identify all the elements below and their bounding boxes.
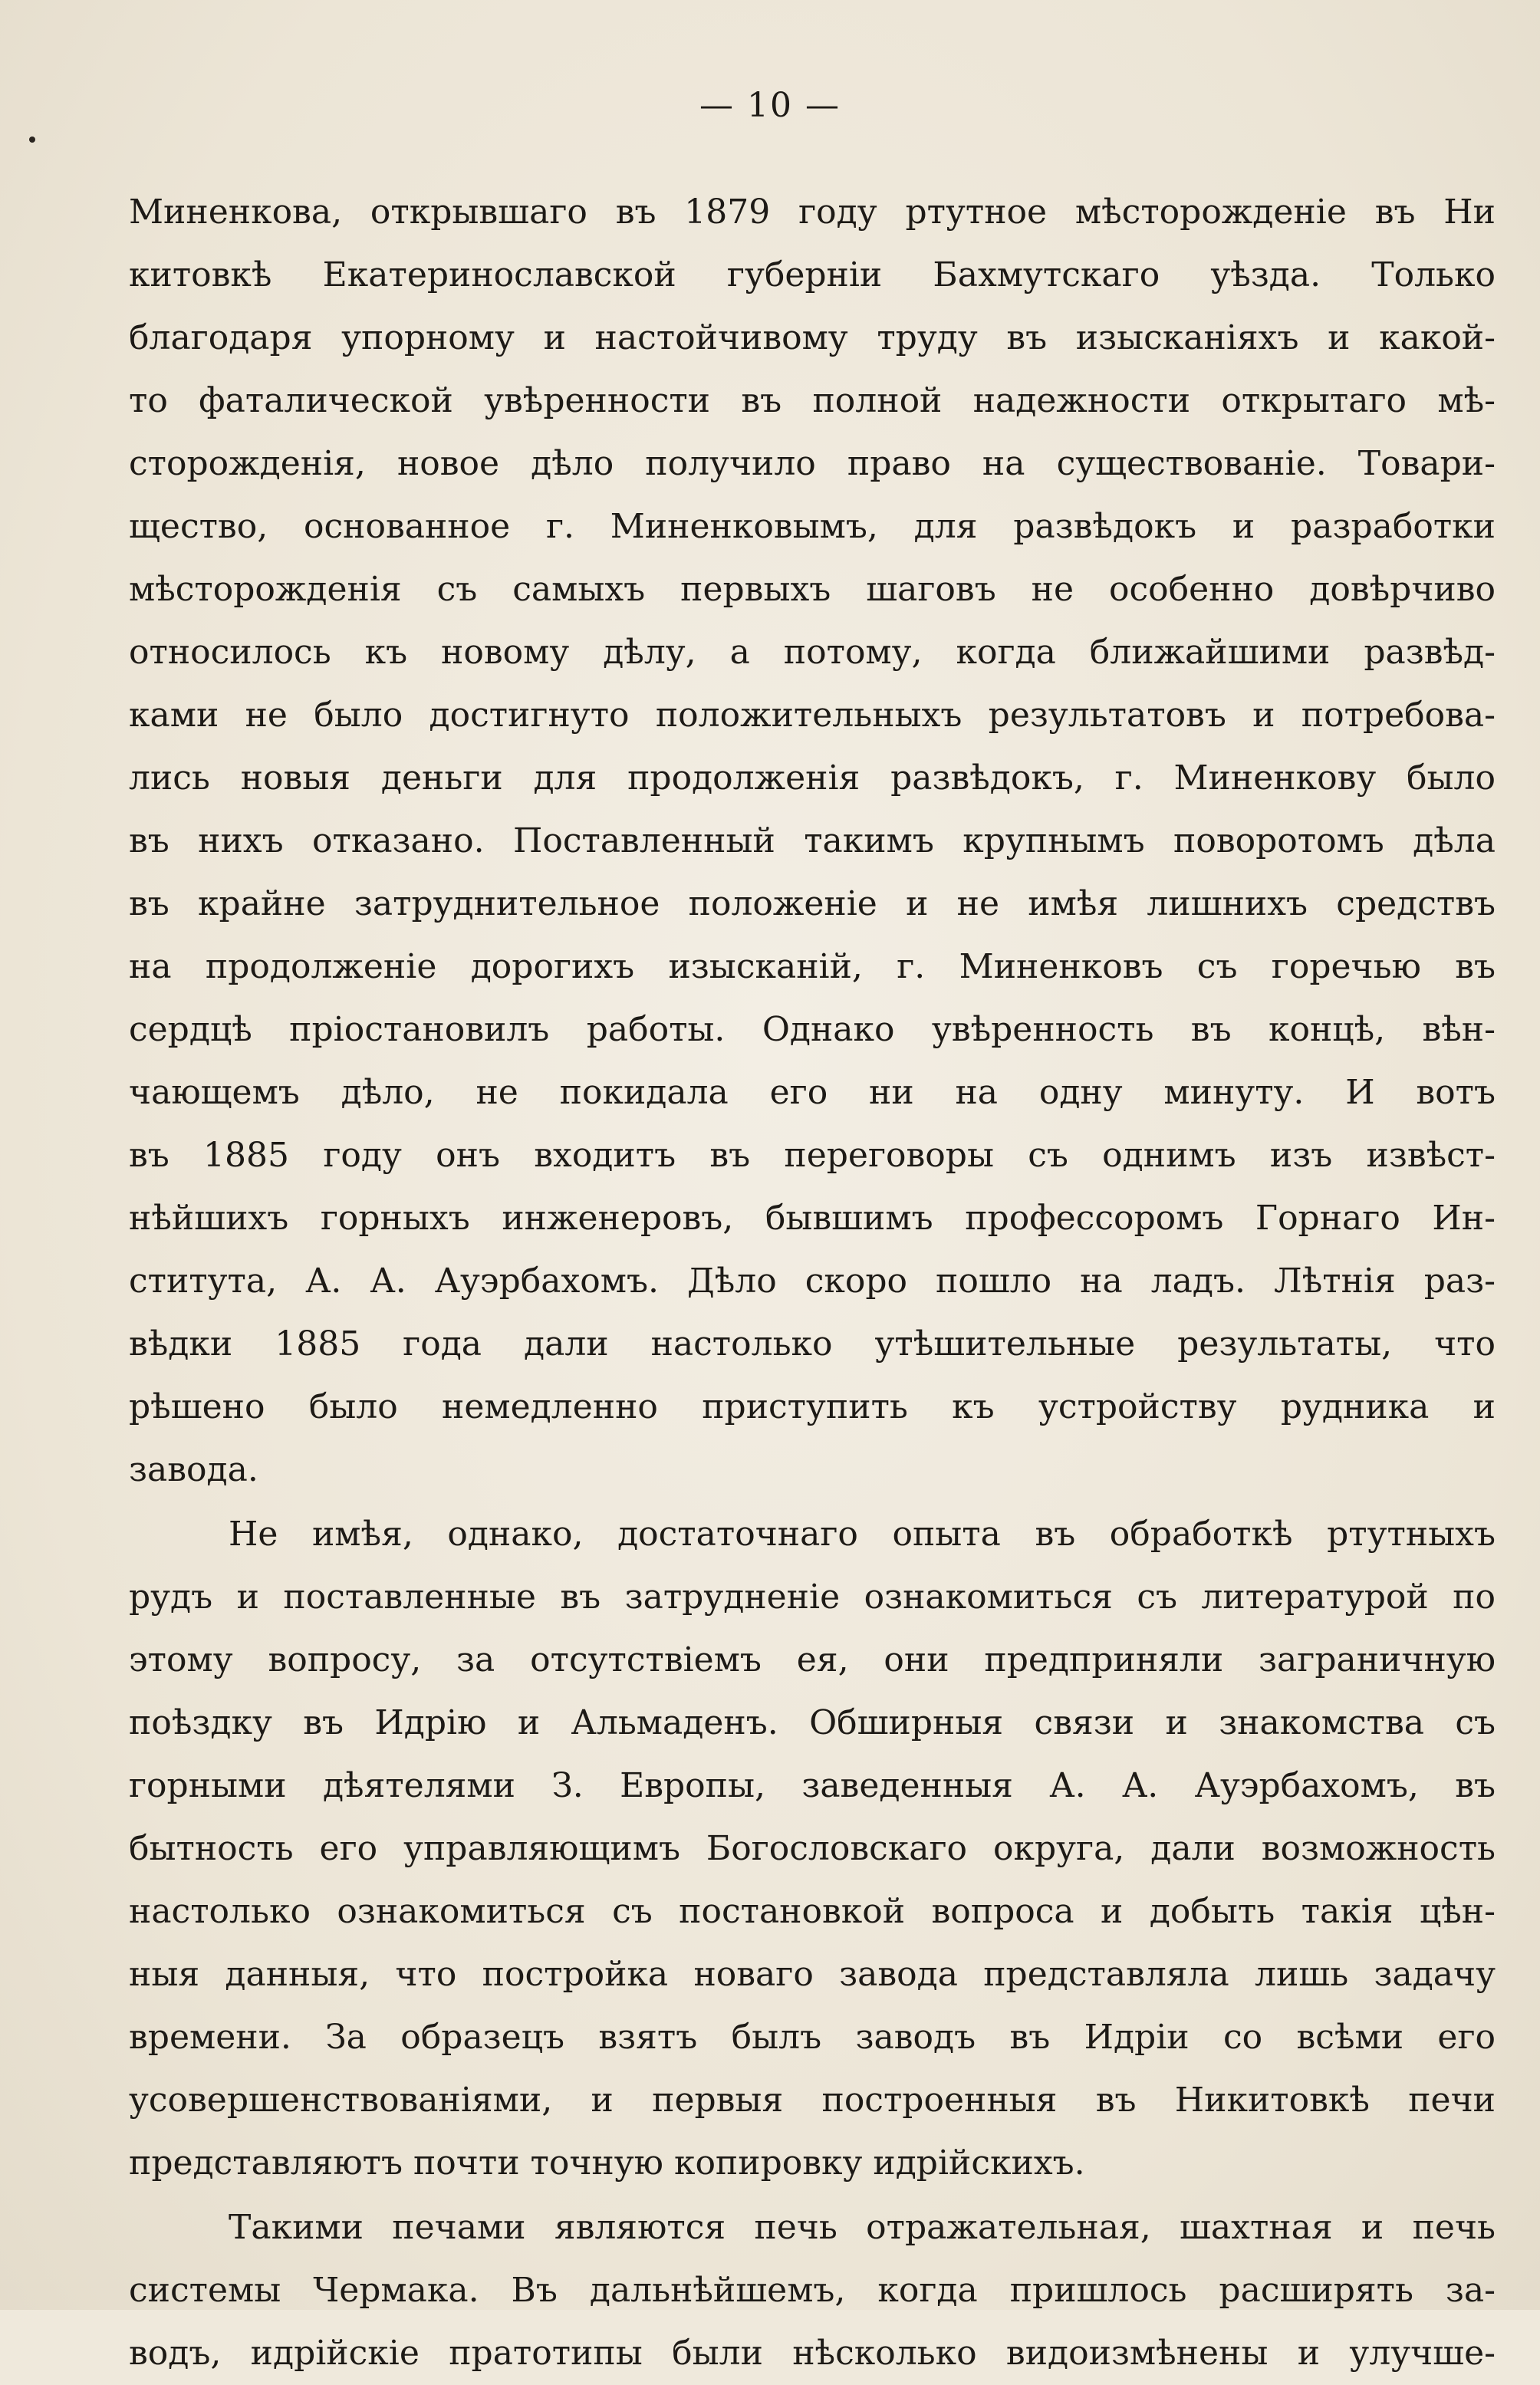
text-line: представляютъ почти точную копировку идрійскихъ. xyxy=(129,2143,1085,2183)
text-line: въ крайне затруднительное положеніе и не имѣя лишнихъ средствъ xyxy=(129,884,1496,923)
body-text xyxy=(129,181,1496,2385)
text-line: вѣдки 1885 года дали настолько утѣшительные результаты, что xyxy=(129,1324,1496,1364)
text-line: ныя данныя, что постройка новаго завода представляла лишь задачу xyxy=(129,1955,1496,1994)
text-line: поѣздку въ Идрію и Альмаденъ. Обширныя связи и знакомства съ xyxy=(129,1703,1496,1742)
paragraph-2 xyxy=(129,1503,1496,2195)
text-line: горными дѣятелями З. Европы, заведенныя А. А. Ауэрбахомъ, въ xyxy=(129,1766,1496,1805)
paper-speck xyxy=(29,137,35,143)
text-line: Миненкова, открывшаго въ 1879 году ртутное мѣсторожденіе въ Ни xyxy=(129,192,1496,232)
text-line: ститута, А. А. Ауэрбахомъ. Дѣло скоро пошло на ладъ. Лѣтнія раз- xyxy=(129,1262,1496,1301)
text-line: то фаталической увѣренности въ полной надежности открытаго мѣ- xyxy=(129,381,1496,420)
text-line: китовкѣ Екатеринославской губерніи Бахмутскаго уѣзда. Только xyxy=(129,255,1496,294)
text-line: ками не было достигнуто положительныхъ результатовъ и потребова- xyxy=(129,696,1496,735)
text-line: водъ, идрійскіе пратотипы были нѣсколько видоизмѣнены и улучше- xyxy=(129,2334,1496,2373)
text-line: этому вопросу, за отсутствіемъ ея, они предприняли заграничную xyxy=(129,1640,1496,1679)
text-line: Не имѣя, однако, достаточнаго опыта въ обработкѣ ртутныхъ xyxy=(229,1515,1496,1554)
text-line: времени. За образецъ взятъ былъ заводъ въ Идріи со всѣми его xyxy=(129,2018,1496,2057)
text-line: сторожденія, новое дѣло получило право на существованіе. Товари- xyxy=(129,444,1496,483)
text-line: рудъ и поставленные въ затрудненіе ознакомиться съ литературой по xyxy=(129,1577,1496,1617)
text-line: системы Чермака. Въ дальнѣйшемъ, когда пришлось расширять за- xyxy=(129,2271,1496,2310)
text-line: мѣсторожденія съ самыхъ первыхъ шаговъ не особенно довѣрчиво xyxy=(129,570,1496,609)
text-line: настолько ознакомиться съ постановкой вопроса и добыть такія цѣн- xyxy=(129,1892,1496,1931)
text-line: Такими печами являются печь отражательная, шахтная и печь xyxy=(229,2208,1496,2247)
paragraph-3 xyxy=(129,2196,1496,2385)
page-number: — 10 — xyxy=(699,86,841,125)
text-line: въ нихъ отказано. Поставленный такимъ крупнымъ поворотомъ дѣла xyxy=(129,821,1496,860)
text-line: въ 1885 году онъ входитъ въ переговоры съ однимъ изъ извѣст- xyxy=(129,1136,1496,1175)
text-line: бытность его управляющимъ Богословскаго округа, дали возможность xyxy=(129,1829,1496,1868)
text-line: завода. xyxy=(129,1450,258,1489)
text-line: на продолженіе дорогихъ изысканій, г. Миненковъ съ горечью въ xyxy=(129,947,1496,986)
text-line: щество, основанное г. Миненковымъ, для развѣдокъ и разработки xyxy=(129,507,1496,546)
paragraph-1 xyxy=(129,181,1496,1502)
text-line: благодаря упорному и настойчивому труду въ изысканіяхъ и какой- xyxy=(129,318,1496,357)
text-line: относилось къ новому дѣлу, а потому, когда ближайшими развѣд- xyxy=(129,633,1496,672)
text-line: лись новыя деньги для продолженія развѣдокъ, г. Миненкову было xyxy=(129,758,1496,798)
text-line: чающемъ дѣло, не покидала его ни на одну минуту. И вотъ xyxy=(129,1073,1496,1112)
text-line: сердцѣ пріостановилъ работы. Однако увѣренность въ концѣ, вѣн- xyxy=(129,1010,1496,1049)
text-line: усовершенствованіями, и первыя построенныя въ Никитовкѣ печи xyxy=(129,2081,1496,2120)
text-line: нѣйшихъ горныхъ инженеровъ, бывшимъ профессоромъ Горнаго Ин- xyxy=(129,1199,1496,1238)
text-line: рѣшено было немедленно приступить къ устройству рудника и xyxy=(129,1387,1496,1426)
